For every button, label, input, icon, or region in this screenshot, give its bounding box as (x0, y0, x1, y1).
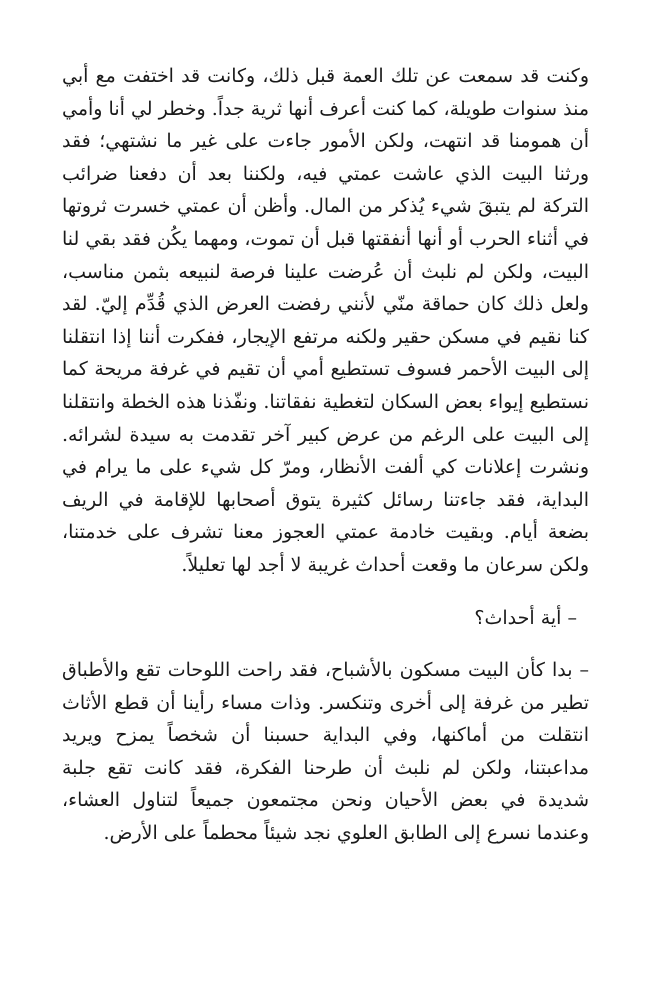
paragraph-narration: وكنت قد سمعت عن تلك العمة قبل ذلك، وكانت قد اختفت مع أبي منذ سنوات طويلة، كما كنت أعرف أنها ثرية جداً. وخطر لي أنا وأمي أن همومنا قد انتهت، ولكن الأمور جاءت على غير ما نشتهي؛ فقد ورثنا البيت الذي عاشت عمتي فيه، ولكننا بعد أن دفعنا ضرائب التركة لم يتبقَ شيء يُذكر من المال. وأظن أن عمتي خسرت ثروتها في أثناء الحرب أو أنها أنفقتها قبل أن تموت، ومهما يكُن فقد بقي لنا البيت، ولكن لم نلبث أن عُرضت علينا فرصة لنبيعه بثمن مناسب، ولعل ذلك كان حماقة منّي لأنني رفضت العرض الذي قُدِّم إليّ. لقد كنا نقيم في مسكن حقير ولكنه مرتفع الإيجار، ففكرت أننا إذا انتقلنا إلى البيت الأحمر فسوف تستطيع أمي أن تقيم في غرفة مريحة كما نستطيع إيواء بعض السكان لتغطية نفقاتنا. ونفّذنا هذه الخطة وانتقلنا إلى البيت على الرغم من عرض كبير آخر تقدمت به سيدة لشرائه. ونشرت إعلانات كي ألفت الأنظار، ومرّ كل شيء على ما يرام في البداية، فقد جاءتنا رسائل كثيرة يتوق أصحابها للإقامة في الريف بضعة أيام. وبقيت خادمة عمتي العجوز معنا تشرف على خدمتنا، ولكن سرعان ما وقعت أحداث غريبة لا أجد لها تعليلاً. (62, 65, 589, 576)
book-page (62, 60, 589, 850)
paragraph-question: – أية أحداث؟ (474, 606, 577, 629)
paragraph-answer: – بدا كأن البيت مسكون بالأشباح، فقد راحت اللوحات تقع والأطباق تطير من غرفة إلى أخرى وتنكسر. وذات مساء رأينا أن قطع الأثاث انتقلت من أماكنها، وفي البداية حسبنا أن شخصاً يمزح ويريد مداعبتنا، ولكن لم نلبث أن طرحنا الفكرة، فقد كانت تقع جلبة شديدة في بعض الأحيان ونحن مجتمعون جميعاً لتناول العشاء، وعندما نسرع إلى الطابق العلوي نجد شيئاً محطماً على الأرض. (62, 659, 589, 845)
